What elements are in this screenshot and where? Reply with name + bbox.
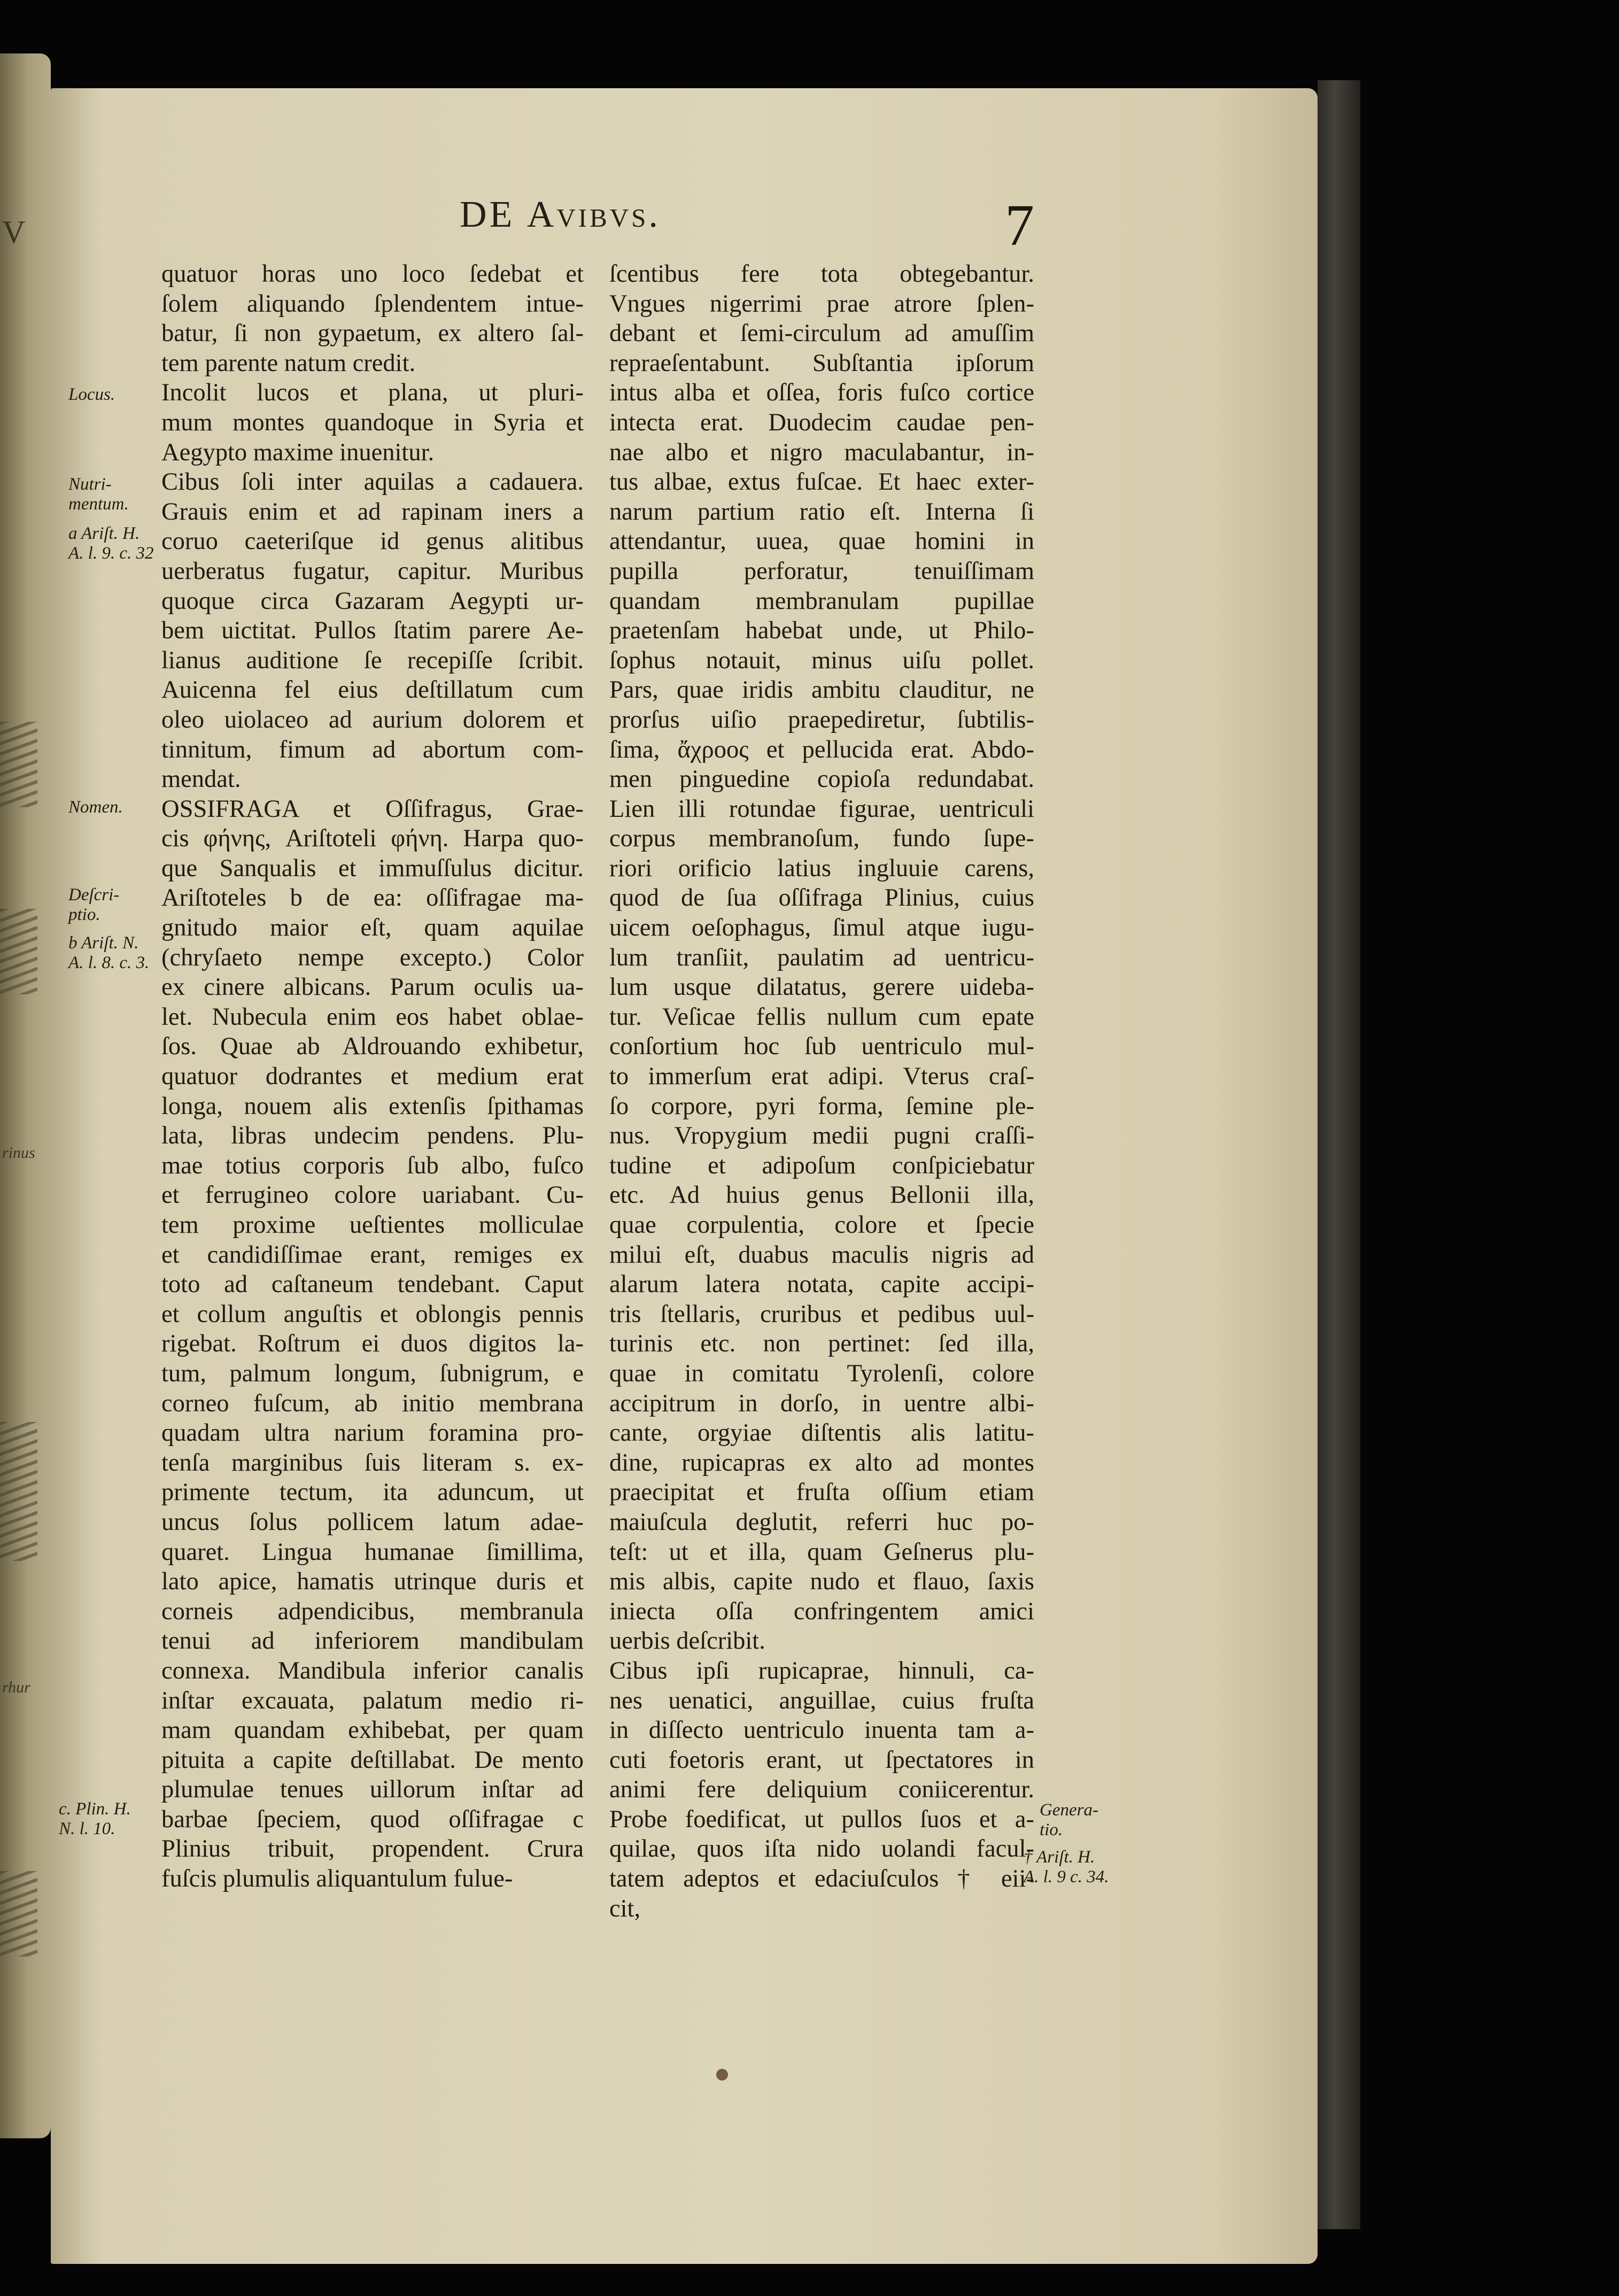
text-line: tur. Veſicae fellis nullum cum epate — [609, 1003, 1034, 1031]
text-line: lianus auditione ſe recepiſſe ſcribit. — [161, 646, 584, 674]
text-line: ſos. Quae ab Aldrouando exhibetur, — [161, 1033, 584, 1061]
text-line: fuſcis plumulis aliquantulum fulue- — [161, 1865, 513, 1893]
text-line: milui eſt, duabus maculis nigris ad — [609, 1241, 1034, 1269]
text-line: ex cinere albicans. Parum oculis ua- — [161, 973, 584, 1001]
text-line: intus alba et oſſea, foris fuſco cortice — [609, 379, 1034, 407]
text-line: bem uictitat. Pullos ſtatim parere Ae- — [161, 617, 584, 645]
text-line: tem proxime ueſtientes molliculae — [161, 1211, 584, 1239]
text-line: gnitudo maior eſt, quam aquilae — [161, 914, 584, 942]
text-line: tris ſtellaris, cruribus et pedibus uul- — [609, 1300, 1034, 1328]
text-line: nus. Vropygium medii pugni craſſi- — [609, 1122, 1034, 1150]
previous-page-illustration — [0, 722, 37, 807]
text-line: oleo uiolaceo ad aurium dolorem et — [161, 706, 584, 733]
text-line: quatuor dodrantes et medium erat — [161, 1063, 584, 1091]
text-line: Ariſtoteles b de ea: oſſifragae ma- — [161, 884, 584, 912]
text-line: praetenſam habebat unde, ut Philo- — [609, 617, 1034, 645]
text-line: et ferrugineo colore uariabant. Cu- — [161, 1181, 584, 1209]
text-line: longa, nouem alis extenſis ſpithamas — [161, 1092, 584, 1120]
text-line: barbae ſpeciem, quod oſſifragae c — [161, 1805, 584, 1833]
text-line: uncus ſolus pollicem latum adae- — [161, 1508, 584, 1536]
margin-note-nutrimentum: Nutri- mentum. — [68, 475, 129, 514]
text-line: Pars, quae iridis ambitu clauditur, ne — [609, 676, 1034, 704]
text-line: turinis etc. non pertinet: ſed illa, — [609, 1330, 1034, 1358]
text-line: quatuor horas uno loco ſedebat et — [161, 260, 584, 288]
text-line: animi fere deliquium coniicerentur. — [609, 1776, 1034, 1804]
text-line: inſtar excauata, palatum medio ri- — [161, 1687, 584, 1714]
text-line: Vngues nigerrimi prae atrore ſplen- — [609, 290, 1034, 318]
text-line: alarum latera notata, capite accipi- — [609, 1271, 1034, 1298]
text-line: quaret. Lingua humanae ſimillima, — [161, 1538, 584, 1566]
text-line: ſolem aliquando ſplendentem intue- — [161, 290, 584, 318]
book-binding — [1318, 80, 1360, 2229]
right-text-column — [609, 259, 1034, 1923]
text-line: coruo caeteriſque id genus alitibus — [161, 528, 584, 555]
text-line: in diſſecto uentriculo inuenta tam a- — [609, 1717, 1034, 1744]
foxing-spot — [716, 2069, 728, 2081]
text-line: rigebat. Roſtrum ei duos digitos la- — [161, 1330, 584, 1358]
margin-note-c: c. Plin. H. N. l. 10. — [59, 1799, 131, 1838]
text-line: corneo fuſcum, ab initio membrana — [161, 1389, 584, 1417]
text-line: tinnitum, fimum ad abortum com- — [161, 736, 584, 763]
text-line: maiuſcula deglutit, referri huc po- — [609, 1508, 1034, 1536]
text-line: quandam membranulam pupillae — [609, 587, 1034, 615]
text-line: prorſus uiſio praepediretur, ſubtilis- — [609, 706, 1034, 733]
running-title-de: DE — [460, 194, 515, 235]
text-line: lum tranſiit, paulatim ad uentricu- — [609, 944, 1034, 971]
text-line: iniecta oſſa confringentem amici — [609, 1597, 1034, 1625]
text-line: Lien illi rotundae figurae, uentriculi — [609, 795, 1034, 823]
text-line: quae corpulentia, colore et ſpecie — [609, 1211, 1034, 1239]
text-line: quoque circa Gazaram Aegypti ur- — [161, 587, 584, 615]
margin-note-a: a Ariſt. H. A. l. 9. c. 32 — [68, 524, 154, 563]
previous-page-fragment: V — [2, 214, 26, 250]
text-line: mendat. — [161, 766, 241, 793]
text-line: Aegypto maxime inuenitur. — [161, 438, 435, 466]
text-line: mis albis, capite nudo et flauo, ſaxis — [609, 1568, 1034, 1596]
text-line: etc. Ad huius genus Bellonii illa, — [609, 1181, 1034, 1209]
text-line: cante, orgyiae diſtentis alis latitu- — [609, 1419, 1034, 1447]
text-line: quae in comitatu Tyrolenſi, colore — [609, 1359, 1034, 1387]
text-line: pituita a capite deſtillabat. De mento — [161, 1746, 584, 1774]
running-header — [460, 194, 661, 236]
text-line: quadam ultra narium foramina pro- — [161, 1419, 584, 1447]
text-line: mae totius corporis ſub albo, fuſco — [161, 1151, 584, 1179]
text-line: Incolit lucos et plana, ut pluri- — [161, 379, 584, 407]
text-line: tudine et adipoſum conſpiciebatur — [609, 1151, 1034, 1179]
text-line: attendantur, uuea, quae homini in — [609, 528, 1034, 555]
text-line: accipitrum in dorſo, in uentre albi- — [609, 1389, 1034, 1417]
text-line: OSSIFRAGA et Oſſifragus, Grae- — [161, 795, 584, 823]
text-line: riori orificio latius ingluuie carens, — [609, 854, 1034, 882]
text-line: tem parente natum credit. — [161, 349, 416, 377]
margin-note-dagger: † Ariſt. H. A. l. 9 c. 34. — [1024, 1847, 1109, 1887]
text-line: debant et ſemi-circulum ad amuſſim — [609, 320, 1034, 347]
text-line: tum, palmum longum, ſubnigrum, e — [161, 1359, 584, 1387]
text-line: nes uenatici, anguillae, cuius fruſta — [609, 1687, 1034, 1714]
text-line: praecipitat et fruſta oſſium etiam — [609, 1479, 1034, 1506]
text-line: repraeſentabunt. Subſtantia ipſorum — [609, 349, 1034, 377]
text-line: narum partium ratio eſt. Interna ſi — [609, 498, 1034, 525]
text-line: uerbis deſcribit. — [609, 1627, 765, 1655]
page-number: 7 — [1005, 192, 1034, 258]
left-text-column — [161, 259, 584, 1894]
previous-page-fragment: rinus — [2, 1144, 35, 1162]
text-line: ſima, ἄχροος et pellucida erat. Abdo- — [609, 736, 1034, 763]
text-line: teſt: ut et illa, quam Geſnerus plu- — [609, 1538, 1034, 1566]
text-line: cit, — [609, 1895, 641, 1922]
margin-note-descriptio: Deſcri- ptio. — [68, 885, 120, 924]
text-line: to immerſum erat adipi. Vterus craſ- — [609, 1063, 1034, 1091]
text-line: plumulae tenues uillorum inſtar ad — [161, 1776, 584, 1804]
text-line: mum montes quandoque in Syria et — [161, 408, 584, 436]
text-line: cuti foetoris erant, ut ſpectatores in — [609, 1746, 1034, 1774]
text-line: et candidiſſimae erant, remiges ex — [161, 1241, 584, 1269]
text-line: lata, libras undecim pendens. Plu- — [161, 1122, 584, 1150]
text-line: primente tectum, ita aduncum, ut — [161, 1479, 584, 1506]
previous-page-illustration — [0, 1871, 37, 1957]
previous-page-illustration — [0, 1422, 37, 1561]
text-line: tenui ad inferiorem mandibulam — [161, 1627, 584, 1655]
margin-note-generatio: Genera- tio. — [1040, 1800, 1098, 1839]
text-line: quilae, quos iſta nido uolandi facul- — [609, 1835, 1034, 1863]
text-line: nae albo et nigro maculabantur, in- — [609, 438, 1034, 466]
text-line: tenſa marginibus ſuis literam s. ex- — [161, 1449, 584, 1476]
text-line: dine, rupicapras ex alto ad montes — [609, 1449, 1034, 1476]
text-line: Auicenna fel eius deſtillatum cum — [161, 676, 584, 704]
text-line: let. Nubecula enim eos habet oblae- — [161, 1003, 584, 1031]
text-line: tatem adeptos et edaciuſculos † eii- — [609, 1865, 1034, 1893]
text-line: pupilla perforatur, tenuiſſimam — [609, 557, 1034, 585]
text-line: Cibus ipſi rupicaprae, hinnuli, ca- — [609, 1657, 1034, 1684]
text-line: mam quandam exhibebat, per quam — [161, 1717, 584, 1744]
text-line: uerberatus fugatur, capitur. Muribus — [161, 557, 584, 585]
text-line: connexa. Mandibula inferior canalis — [161, 1657, 584, 1684]
text-line: uicem oeſophagus, ſimul atque iugu- — [609, 914, 1034, 942]
text-line: ſcentibus fere tota obtegebantur. — [609, 260, 1034, 288]
text-line: lato apice, hamatis utrinque duris et — [161, 1568, 584, 1596]
running-title-avibus: Avibvs. — [526, 194, 661, 235]
text-line: Plinius tribuit, propendent. Crura — [161, 1835, 584, 1863]
text-line: lum usque dilatatus, gerere uideba- — [609, 973, 1034, 1001]
margin-note-b: b Ariſt. N. A. l. 8. c. 3. — [68, 933, 150, 972]
text-line: toto ad caſtaneum tendebant. Caput — [161, 1271, 584, 1298]
previous-page-edge — [0, 53, 51, 2138]
margin-note-nomen: Nomen. — [68, 798, 123, 817]
text-line: quod de ſua oſſifraga Plinius, cuius — [609, 884, 1034, 912]
text-line: conſortium hoc ſub uentriculo mul- — [609, 1033, 1034, 1061]
text-line: cis φήνης, Ariſtoteli φήνη. Harpa quo- — [161, 825, 584, 853]
text-line: men pinguedine copioſa redundabat. — [609, 766, 1034, 793]
text-line: et collum anguſtis et oblongis pennis — [161, 1300, 584, 1328]
text-line: ſo corpore, pyri forma, ſemine ple- — [609, 1092, 1034, 1120]
text-line: Cibus ſoli inter aquilas a cadauera. — [161, 468, 584, 496]
text-line: que Sanqualis et immuſſulus dicitur. — [161, 854, 584, 882]
text-line: corpus membranoſum, fundo ſupe- — [609, 825, 1034, 853]
text-line: ſophus notauit, minus uiſu pollet. — [609, 646, 1034, 674]
text-line: batur, ſi non gypaetum, ex altero ſal- — [161, 320, 584, 347]
text-line: Grauis enim et ad rapinam iners a — [161, 498, 584, 525]
text-line: tus albae, extus fuſcae. Et haec exter- — [609, 468, 1034, 496]
margin-note-locus: Locus. — [68, 385, 115, 404]
text-line: (chryſaeto nempe excepto.) Color — [161, 944, 584, 971]
text-line: Probe foedificat, ut pullos ſuos et a- — [609, 1805, 1034, 1833]
text-line: corneis adpendicibus, membranula — [161, 1597, 584, 1625]
text-line: intecta erat. Duodecim caudae pen- — [609, 408, 1034, 436]
previous-page-illustration — [0, 909, 37, 994]
previous-page-fragment: rhur — [2, 1679, 30, 1696]
